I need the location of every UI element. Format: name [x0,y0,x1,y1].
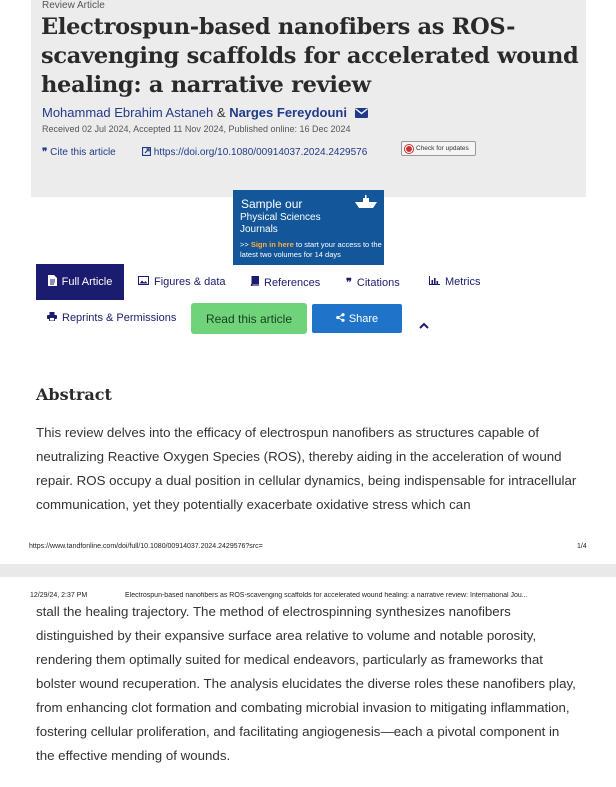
tab-full-article-label: Full Article [61,276,113,288]
share-button[interactable] [312,304,402,333]
share-icon [336,313,345,325]
quote-icon: ❞ [42,147,48,158]
tab-citations-label: Citations [356,276,400,289]
cite-label: Cite this article [50,147,116,158]
book-icon [250,276,259,289]
tab-figures-data[interactable] [138,276,226,288]
promo-line1: Sample our [241,197,303,211]
crossmark-icon [405,145,413,153]
check-updates-label: Check for updates [416,145,469,152]
promo-banner[interactable] [233,190,384,265]
promo-details [240,240,382,260]
tab-references-label: References [264,276,321,289]
chevron-up-icon[interactable] [419,316,429,334]
tab-citations[interactable] [346,276,400,289]
abstract-text-part1: This review delves into the efficacy of electrospun nanofibers as structures capable of neutralizing Reactive Oxygen Species (ROS), thereby aiding in the acceleration of wound repair. ROS occupy a dual position in cellular dynamics, being indispensable for intracellular communication, yet they potentially exacerbate oxidative stress which can [36,425,577,512]
image-icon [138,276,149,288]
check-for-updates-button[interactable] [401,141,476,156]
promo-rest: to start your access to the latest two volumes for 14 days [240,240,382,259]
reprints-label: Reprints & Permissions [62,312,177,324]
article-type-label: Review Article [42,0,105,11]
read-this-article-button[interactable]: Read this article [191,303,307,334]
share-label: Share [348,312,379,325]
tab-figures-label: Figures & data [154,276,226,288]
document-icon [48,275,57,289]
print-footer-url: https://www.tandfonline.com/doi/full/10.1080/00914037.2024.2429576?src= [29,543,263,550]
doi-link[interactable] [142,147,367,158]
abstract-text-part2: stall the healing trajectory. The method of electrospinning synthesizes nanofibers distinguished by their expansive surface area relative to volume and notable porosity, rendering them optimally suited for medical endeavors, particularly as frameworks that bolster wound recuperation. The analysis elucidates the diverse roles these nanofibers play, from enhancing clot formation and combating microbial invasion to mitigating inflammation, fostering cellular proliferation, and facilitating angiogenesis—each a pivotal component in the effective mending of wounds. [36,604,576,763]
envelope-icon[interactable] [355,106,368,121]
promo-prefix: >> [240,240,251,249]
author-link-fereydouni[interactable]: Narges Fereydouni [229,105,347,120]
tab-metrics-label: Metrics [445,276,481,288]
article-title: Electrospun-based nanofibers as ROS-scavenging scaffolds for accelerated wound healing: a narrative review [41,14,579,98]
ship-icon [354,195,378,214]
tab-references[interactable] [250,276,320,289]
promo-line2: Physical Sciences Journals [240,212,321,235]
author-separator: & [216,105,226,120]
bar-chart-icon [429,276,440,288]
promo-sign-in-link[interactable]: Sign in here [250,240,294,249]
print-header-datetime: 12/29/24, 2:37 PM [30,592,88,599]
quote-icon: ❞ [346,277,352,289]
reprints-permissions-link[interactable] [47,312,176,324]
author-list [42,105,368,121]
external-link-icon [142,147,154,158]
publication-dates: Received 02 Jul 2024, Accepted 11 Nov 2024, Published online: 16 Dec 2024 [42,124,351,134]
abstract-heading: Abstract [36,385,112,404]
cite-this-article-link[interactable] [42,147,116,158]
doi-text: https://doi.org/10.1080/00914037.2024.2429576 [153,147,368,158]
tab-metrics[interactable] [429,276,480,288]
print-header-title: Electrospun-based nanofibers as ROS-scavenging scaffolds for accelerated wound healing: a narrative review: International Jou... [125,592,528,599]
author-link-astaneh[interactable]: Mohammad Ebrahim Astaneh [42,105,214,120]
print-page-number: 1/4 [577,543,587,550]
printer-icon [47,312,57,324]
tab-full-article[interactable] [36,264,124,300]
